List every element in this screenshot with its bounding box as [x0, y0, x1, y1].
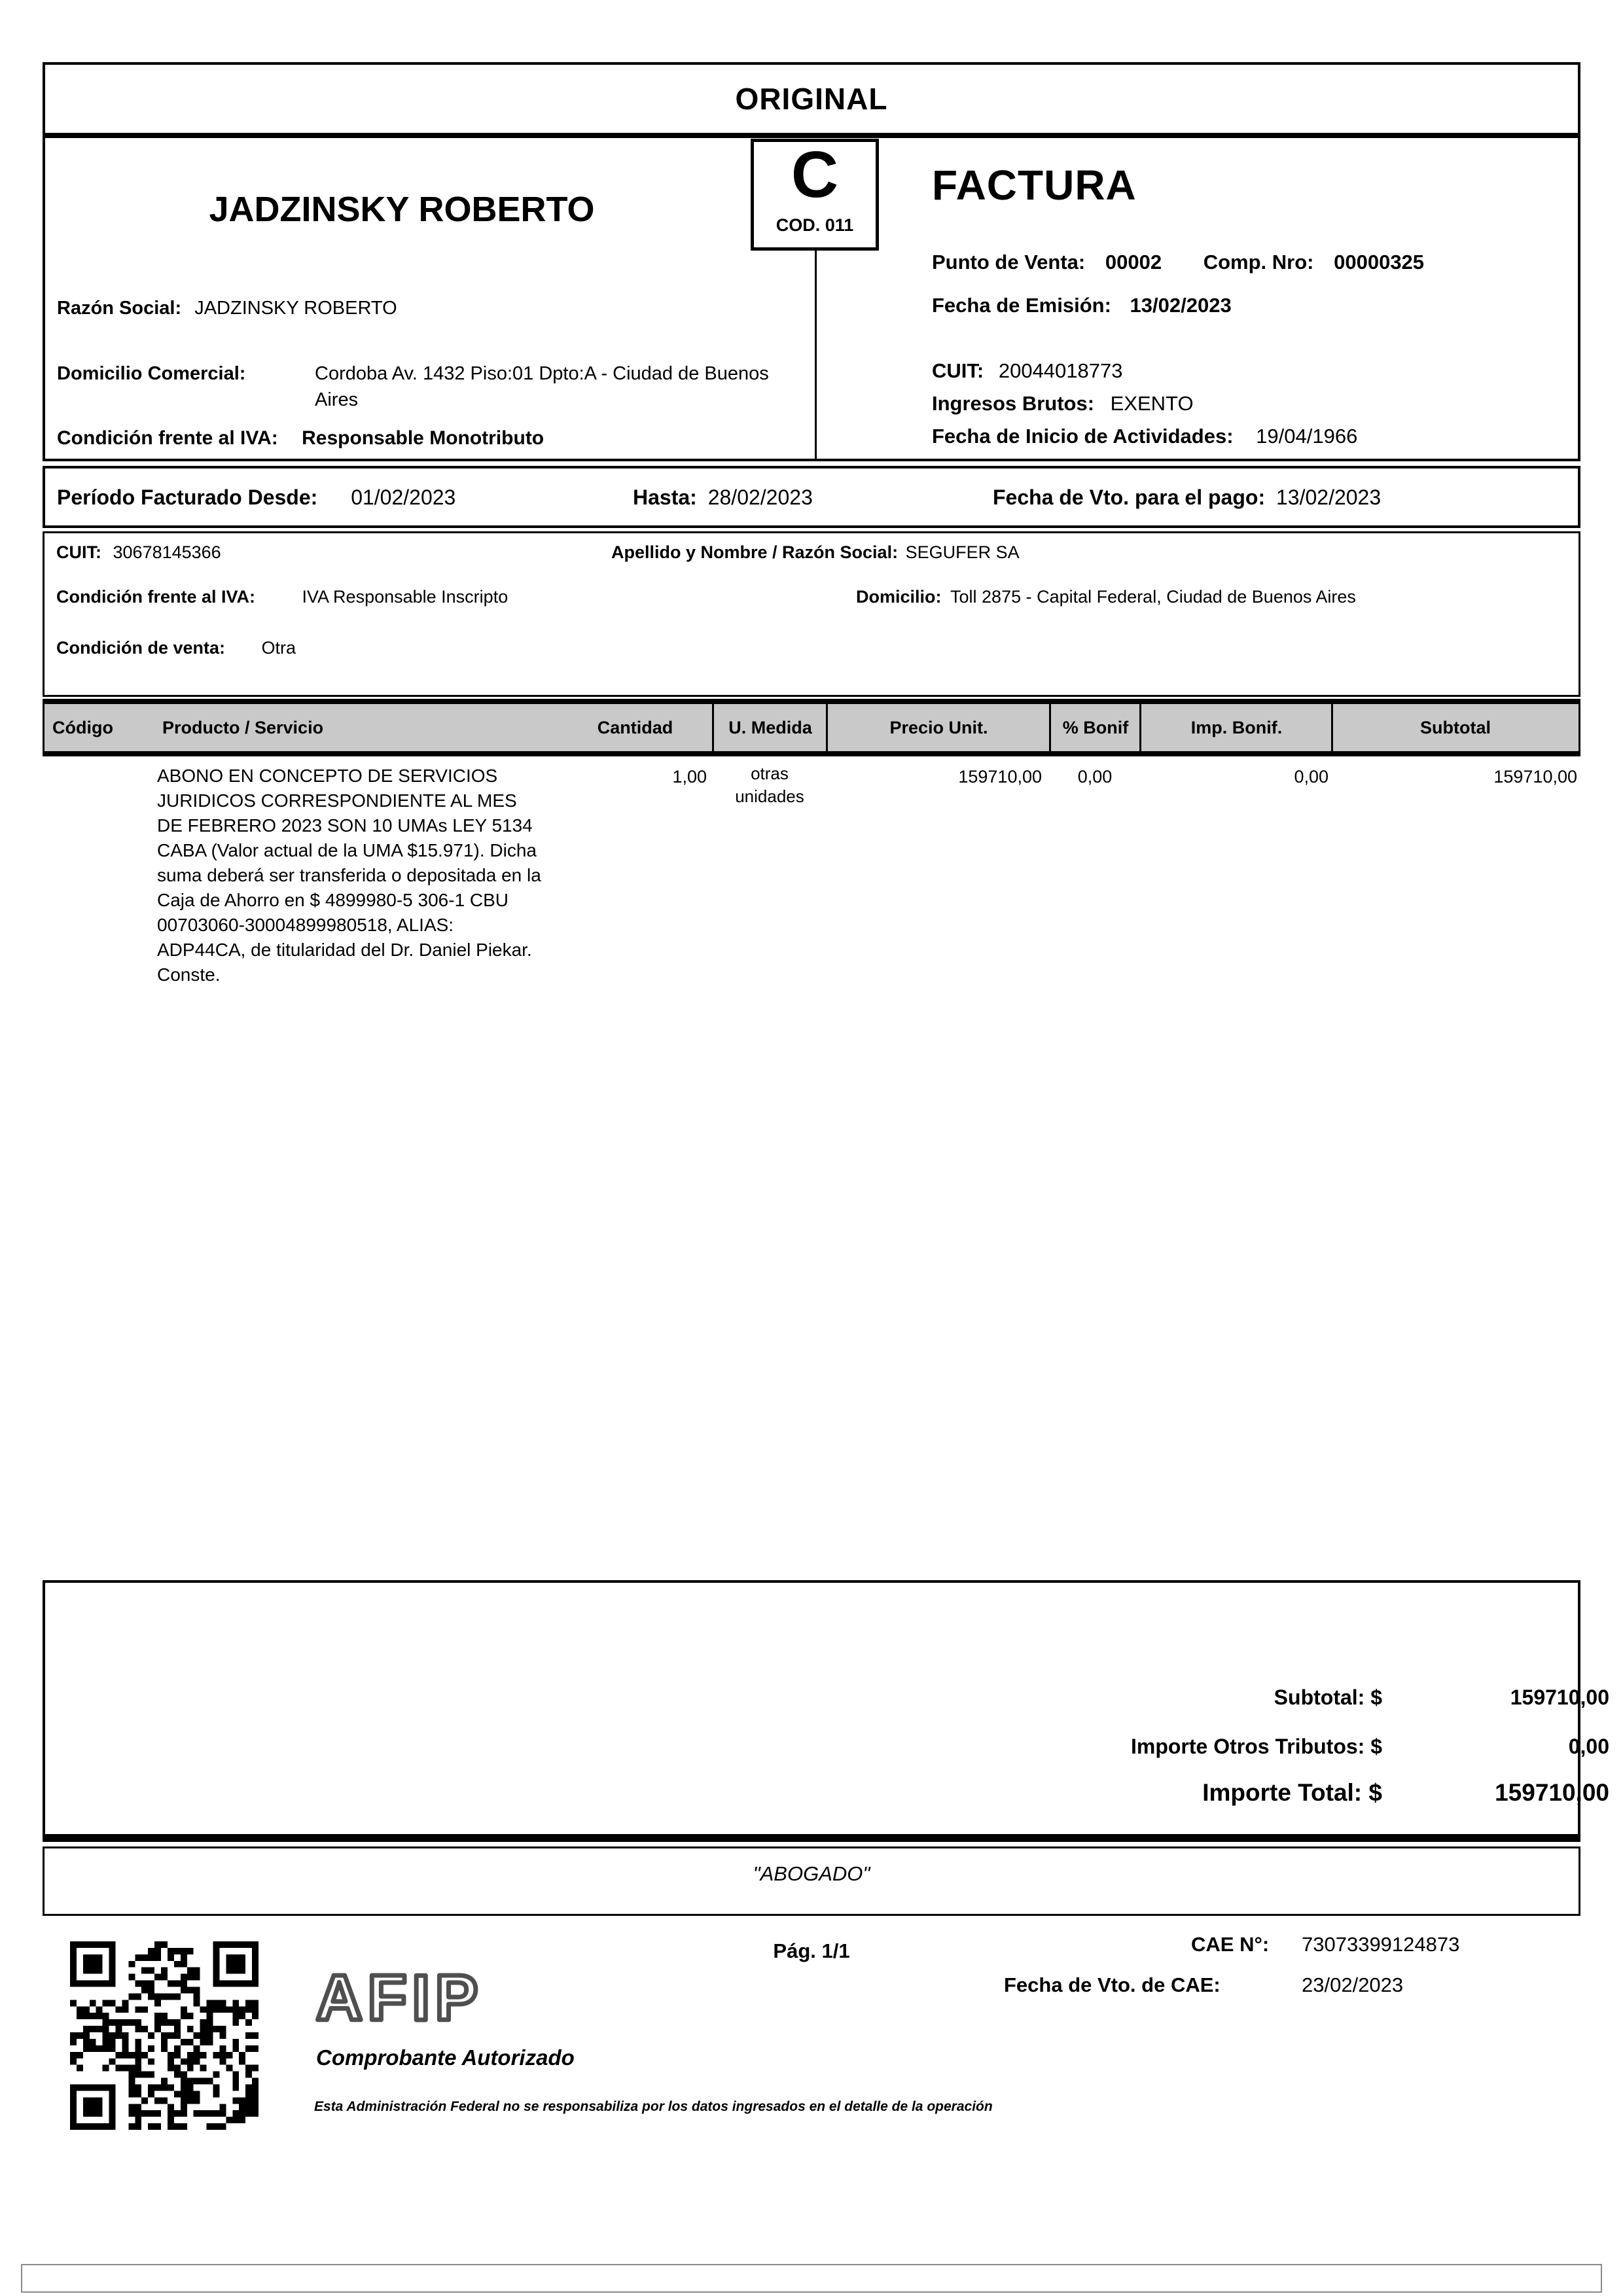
- punto-venta-row: [932, 251, 1580, 274]
- comprobante-autorizado: Comprobante Autorizado: [316, 2045, 575, 2070]
- item-cantidad: 1,00: [672, 767, 707, 786]
- periodo-hasta-value: 28/02/2023: [707, 486, 813, 509]
- seller-name: JADZINSKY ROBERTO: [209, 190, 595, 229]
- header-divider-1: [712, 704, 714, 751]
- cliente-nombre: [611, 542, 1020, 563]
- invoice-letter-box: [751, 139, 879, 251]
- totales-box: [43, 1580, 1609, 1842]
- punto-venta-label: Punto de Venta:: [932, 251, 1086, 274]
- importe-total-value: 159710,00: [1495, 1779, 1609, 1806]
- seller-condicion-iva-value: Responsable Monotributo: [302, 427, 544, 449]
- doc-title: FACTURA: [932, 162, 1137, 209]
- otros-tributos-value: 0,00: [1568, 1735, 1609, 1758]
- cliente-box: [43, 531, 1580, 697]
- otros-tributos-label: Importe Otros Tributos: $: [1130, 1735, 1382, 1758]
- fecha-emision-value: 13/02/2023: [1130, 294, 1232, 317]
- col-header-subtotal: Subtotal: [1420, 718, 1491, 737]
- item-precio-unit: 159710,00: [958, 767, 1042, 786]
- bottom-strip: [21, 2264, 1602, 2293]
- periodo-box: [43, 466, 1580, 528]
- cae-label: CAE N°:: [1191, 1933, 1270, 1956]
- cliente-condicion-venta-value: Otra: [261, 638, 296, 658]
- col-header-cantidad: Cantidad: [597, 718, 673, 737]
- cae-vto-label: Fecha de Vto. de CAE:: [1004, 1973, 1221, 1996]
- seller-condicion-iva-row: [57, 427, 803, 450]
- col-header-impbonif: Imp. Bonif.: [1190, 718, 1283, 737]
- periodo-hasta: [633, 486, 813, 510]
- seller-cuit-row: [932, 359, 1580, 383]
- comp-nro-value: 00000325: [1334, 251, 1425, 274]
- fecha-emision-row: [932, 294, 1580, 317]
- seller-razon-social-value: JADZINSKY ROBERTO: [194, 298, 397, 319]
- col-header-producto: Producto / Servicio: [162, 718, 324, 737]
- footer-disclaimer: Esta Administración Federal no se responsabiliza por los datos ingresados en el detalle de la operación: [314, 2099, 993, 2114]
- item-descripcion: ABONO EN CONCEPTO DE SERVICIOS JURIDICOS CORRESPONDIENTE AL MES DE FEBRERO 2023 SON 10 UMAs LEY 5134 CABA (Valor actual de la UMA $15.971). Dicha suma deberá ser transferida o depositada en la Caja de Ahorro en $ 4899980-5 306-1 CBU 00703060-30004899980518, ALIAS: ADP44CA, de titularidad del Dr. Daniel Piekar. Conste.: [157, 766, 541, 985]
- subtotal-label: Subtotal: $: [1274, 1686, 1382, 1709]
- ingresos-brutos-value: EXENTO: [1110, 392, 1194, 415]
- seller-condicion-iva-label: Condición frente al IVA:: [57, 427, 278, 449]
- seller-domicilio-label: Domicilio Comercial:: [57, 363, 246, 384]
- item-umedida: otras unidades: [735, 764, 804, 806]
- seller-domicilio-value: Cordoba Av. 1432 Piso:01 Dpto:A - Ciudad de Buenos Aires: [315, 363, 769, 410]
- col-header-codigo: Código: [52, 718, 113, 737]
- cliente-condicion-iva: [56, 587, 508, 607]
- cliente-cuit: [56, 542, 221, 563]
- copy-label-box: [43, 62, 1580, 135]
- col-header-umedida: U. Medida: [728, 718, 812, 737]
- inicio-actividades-label: Fecha de Inicio de Actividades:: [932, 425, 1234, 448]
- seller-box-divider: [815, 251, 817, 461]
- invoice-letter: C: [791, 138, 839, 211]
- cliente-condicion-venta-label: Condición de venta:: [56, 638, 226, 658]
- periodo-desde: [57, 486, 455, 510]
- fecha-emision-label: Fecha de Emisión:: [932, 294, 1111, 317]
- inicio-actividades-value: 19/04/1966: [1256, 425, 1358, 448]
- cae-value: 73073399124873: [1302, 1933, 1460, 1956]
- cliente-nombre-label: Apellido y Nombre / Razón Social:: [611, 542, 899, 562]
- comp-nro-label: Comp. Nro:: [1203, 251, 1314, 274]
- col-header-precio: Precio Unit.: [889, 718, 988, 737]
- cliente-domicilio-value: Toll 2875 - Capital Federal, Ciudad de Buenos Aires: [950, 587, 1356, 607]
- periodo-desde-label: Período Facturado Desde:: [57, 486, 318, 509]
- header-divider-5: [1331, 704, 1333, 751]
- cliente-cuit-value: 30678145366: [113, 542, 221, 562]
- cae-vto-value: 23/02/2023: [1302, 1973, 1404, 1996]
- item-subtotal: 159710,00: [1493, 767, 1577, 786]
- ingresos-brutos-label: Ingresos Brutos:: [932, 392, 1095, 415]
- header-divider-2: [826, 704, 828, 751]
- periodo-vto: [993, 486, 1381, 510]
- seller-cuit-value: 20044018773: [998, 359, 1123, 382]
- col-header-pctbonif: % Bonif: [1062, 718, 1129, 737]
- cliente-domicilio: [856, 587, 1356, 607]
- items-table-header: [43, 699, 1580, 756]
- leyenda-box: [43, 1846, 1580, 1916]
- afip-logo-svg: [312, 1958, 574, 2032]
- periodo-hasta-label: Hasta:: [633, 486, 697, 509]
- cliente-condicion-iva-value: IVA Responsable Inscripto: [302, 587, 508, 607]
- periodo-vto-label: Fecha de Vto. para el pago:: [993, 486, 1266, 509]
- qr-code: [70, 1941, 259, 2130]
- item-imp-bonif: 0,00: [1294, 767, 1329, 786]
- afip-logo-text: AFIP: [316, 1962, 484, 2032]
- inicio-actividades-row: [932, 425, 1580, 448]
- cliente-condicion-venta: [56, 638, 296, 658]
- punto-venta-value: 00002: [1105, 251, 1162, 274]
- seller-cuit-label: CUIT:: [932, 359, 984, 382]
- cliente-domicilio-label: Domicilio:: [856, 587, 942, 607]
- header-divider-4: [1139, 704, 1141, 751]
- item-pct-bonif: 0,00: [1077, 767, 1113, 786]
- invoice-letter-code: COD. 011: [776, 215, 854, 235]
- header-divider-3: [1049, 704, 1051, 751]
- page-number: Pág. 1/1: [773, 1939, 850, 1962]
- ingresos-brutos-row: [932, 392, 1580, 415]
- cliente-cuit-label: CUIT:: [56, 542, 101, 562]
- periodo-desde-value: 01/02/2023: [351, 486, 456, 509]
- seller-razon-social-row: [57, 298, 803, 319]
- periodo-vto-value: 13/02/2023: [1275, 486, 1382, 509]
- copy-label: ORIGINAL: [735, 82, 888, 116]
- importe-total-label: Importe Total: $: [1202, 1779, 1382, 1806]
- cliente-nombre-value: SEGUFER SA: [905, 542, 1020, 562]
- leyenda-text: "ABOGADO": [753, 1862, 870, 1885]
- cliente-condicion-iva-label: Condición frente al IVA:: [56, 587, 256, 607]
- seller-razon-social-label: Razón Social:: [57, 298, 182, 319]
- qr-code-svg: [70, 1941, 259, 2130]
- subtotal-value: 159710,00: [1510, 1686, 1609, 1709]
- afip-logo: [312, 1958, 574, 2032]
